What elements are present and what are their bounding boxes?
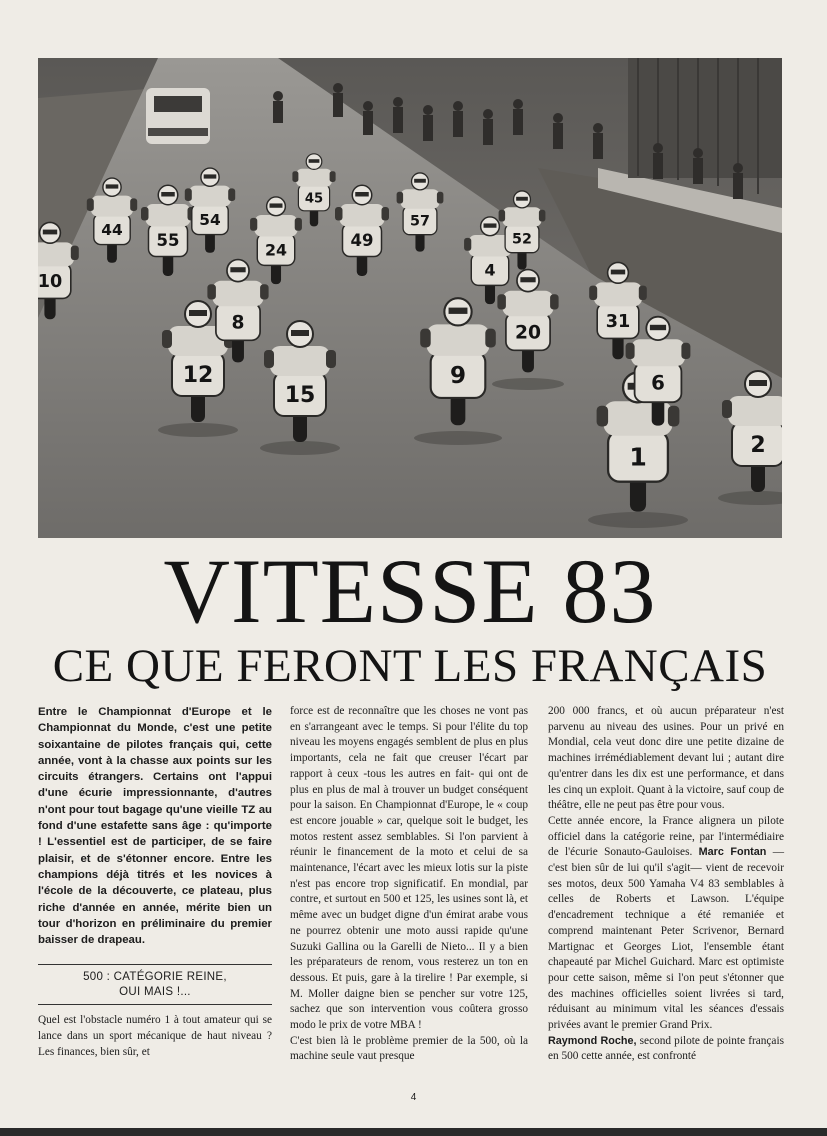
- race-start-photo: [38, 58, 782, 538]
- body-paragraph: [548, 1034, 784, 1065]
- column-2: [290, 704, 528, 1065]
- body-paragraph: C'est bien là le problème premier de la 500, où la machine seule vaut presque: [290, 1034, 528, 1063]
- race-photo-illustration: [38, 58, 782, 538]
- bike-number-label: 55: [156, 231, 180, 250]
- column-1: [38, 704, 272, 1061]
- section-heading-line-1: 500 : CATÉGORIE REINE,: [83, 971, 227, 984]
- body-paragraph: Quel est l'obstacle numéro 1 à tout amateur qui se lance dans un sport mécanique de haut niveau ? Les finances, bien sûr, et: [38, 1014, 272, 1058]
- section-heading: [38, 964, 272, 1005]
- bike-number-label: 10: [38, 272, 63, 293]
- bike-number-label: 2: [750, 433, 766, 458]
- body-paragraph: 200 000 francs, et où aucun préparateur n'est parvenu au niveau des usines. Pour un privé en Mondial, cela veut donc dire une petite dizaine de machines irrémédiablement devant lui ; autant dire qu'entrer dans les dix est une performance, et dans les cinq un exploit. Quant à la victoire, sauf coup de théâtre, elle ne peut pas être pour vous.: [548, 705, 784, 812]
- page-number: 4: [410, 1092, 417, 1103]
- bike-number-label: 6: [651, 371, 665, 395]
- headline: [38, 540, 782, 692]
- bike-number-label: 1: [629, 442, 647, 472]
- rider-name-fontan: Marc Fontan: [698, 846, 767, 859]
- bike-number-label: 9: [449, 363, 467, 390]
- bike-number-label: 44: [101, 220, 123, 239]
- column-3: [548, 704, 784, 1065]
- bike-number-label: 4: [484, 260, 496, 280]
- body-paragraph: [548, 814, 784, 1034]
- page-edge: [0, 1128, 827, 1136]
- body-text: —c'est bien sûr de lui qu'il s'agit— vient de recevoir ses motos, deux 500 Yamaha V4 83 semblables à celles de Roberts et Lawson. L'équipe d'encadrement technique a été remaniée et comprend maintenant Peter Scrivenor, Bernard Martignac et Georges Liot, l'ensemble étant chapeauté par Michel Guichard. Marc est optimiste pour cette saison, même si l'on peut s'étonner que des machines officielles soient livrées si tard, réduisant au minimum vital les séances d'essais privées avant le premier Grand Prix.: [548, 846, 785, 1032]
- lead-paragraph: Entre le Championnat d'Europe et le Championnat du Monde, c'est une petite soixantaine de pilotes français qui, cette année, vont à la chasse aux points sur les circuits étrangers. Certains ont l'appui d'une écurie impressionnante, d'autres n'ont pour tout bagage qu'une vieille TZ au fond d'une estafette sans âge : qu'importe ! L'essentiel est de participer, de se faire plaisir, et de s'étonner encore. Entre les champions déjà titrés et les novices à l'école de la découverte, ce plateau, plus riche d'année en année, mérite bien un tour d'horizon en préliminaire du premier baisser de drapeau.: [38, 706, 272, 947]
- bike-number-label: 15: [284, 383, 316, 408]
- bike-number-label: 57: [410, 213, 430, 230]
- body-text: Cette année encore, la France alignera un pilote officiel dans la catégorie reine, par l'intermédiaire de l'écurie Sonauto-Gauloises.: [548, 814, 784, 859]
- bike-number-label: 12: [182, 363, 214, 388]
- bike-number-label: 52: [512, 231, 532, 248]
- bike-number-label: 45: [304, 191, 324, 207]
- body-text: second pilote de pointe français en 500 cette année, est confronté: [548, 1034, 784, 1063]
- bike-number-label: 8: [231, 312, 245, 334]
- pace-car: [146, 88, 210, 144]
- rider-name-roche: Raymond Roche,: [548, 1034, 637, 1047]
- body-paragraph: force est de reconnaître que les choses ne vont pas en s'arrangeant avec le temps. Si pour l'élite du top niveau les moyens engagés semblent de plus en plus importants, cela ne fait que creuser l'écart par rapport à ceux -tous les autres en fait- qui ont de plus en plus de mal à trouver un budget conséquent pour la saison. En Championnat d'Europe, le « coup est encore jouable » car, quelque soit le budget, les motos restent assez semblables. Si l'on parvient à réunir le financement de la moto et celui de sa maintenance, l'écart avec les mieux lotis sur la piste n'est pas encore trop significatif. En mondial, par contre, et surtout en 500 et 125, les usines sont là, et même avec un budget digne d'un émirat arabe vous ne pourrez obtenir une moto aussi rapide qu'une Suzuki Gallina ou la Garelli de Nieto... Il y a bien les préparateurs de renom, vous resterez un ton en dessous. Et puis, gare à la tirelire ! Par exemple, si M. Moller daigne bien se pencher sur votre 125, sachez que son intervention vous coûtera grosso modo le prix de votre MBA !: [290, 705, 528, 1032]
- bike-number-label: 54: [199, 210, 221, 229]
- bike-number-label: 24: [264, 240, 288, 260]
- bike-number-label: 49: [350, 231, 374, 250]
- bike-number-label: 20: [514, 322, 542, 344]
- headline-subtitle: CE QUE FERONT LES FRANÇAIS: [52, 640, 768, 692]
- section-heading-line-2: OUI MAIS !...: [119, 986, 191, 999]
- bike-number-label: 31: [605, 312, 631, 333]
- headline-title: VITESSE 83: [163, 540, 657, 642]
